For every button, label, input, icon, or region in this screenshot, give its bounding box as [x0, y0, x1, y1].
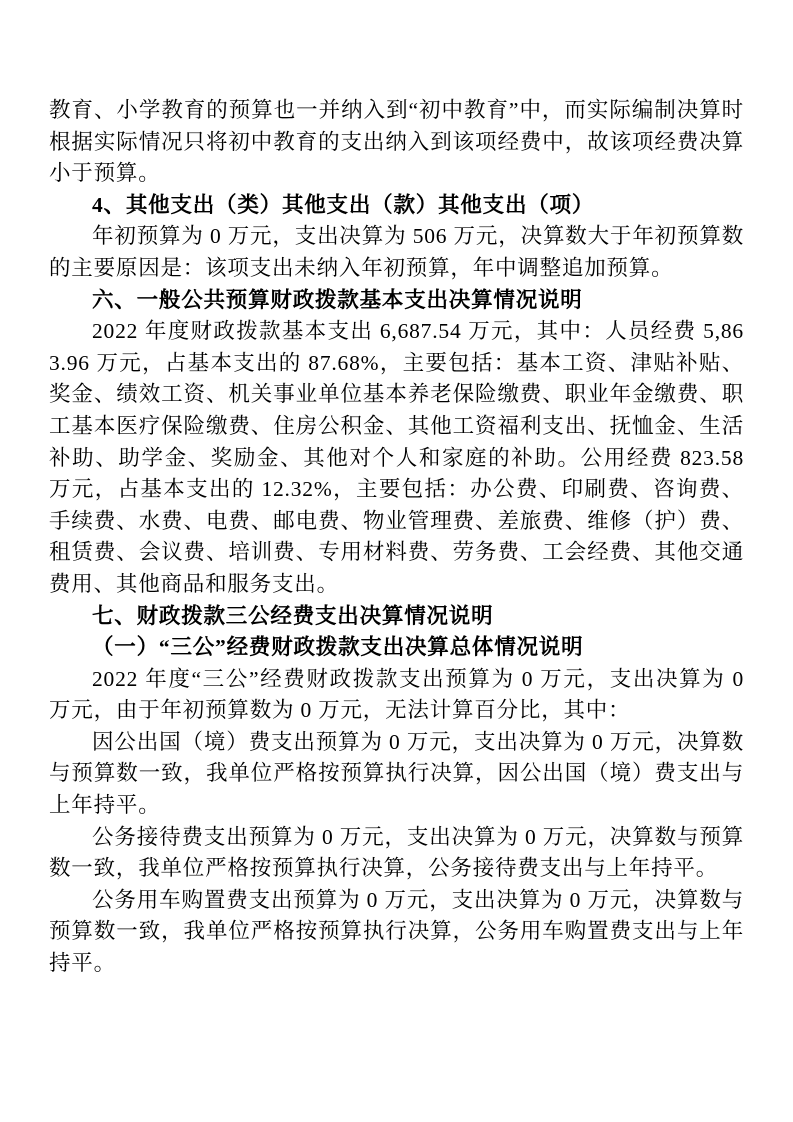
heading-other-expenditure: 4、其他支出（类）其他支出（款）其他支出（项） [92, 192, 595, 217]
paragraph-other-expenditure-detail: 年初预算为 0 万元，支出决算为 506 万元，决算数大于年初预算数的主要原因是：该项支出未纳入年初预算，年中调整追加预算。 [49, 224, 744, 280]
paragraph-official-reception: 公务接待费支出预算为 0 万元，支出决算为 0 万元，决算数与预算数一致，我单位严格按预算执行决算，公务接待费支出与上年持平。 [49, 824, 744, 881]
heading-section-6-basic-expenditure: 六、一般公共预算财政拨款基本支出决算情况说明 [92, 287, 583, 312]
heading-section-7-three-public-funds: 七、财政拨款三公经费支出决算情况说明 [92, 603, 494, 628]
paragraph-vehicle-purchase: 公务用车购置费支出预算为 0 万元，支出决算为 0 万元，决算数与预算数一致，我单位严格按预算执行决算，公务用车购置费支出与上年持平。 [49, 887, 744, 976]
paragraph-education-budget-note: 教育、小学教育的预算也一并纳入到“初中教育”中，而实际编制决算时根据实际情况只将初中教育的支出纳入到该项经费中，故该项经费决算小于预算。 [49, 98, 744, 186]
paragraph-three-public-total: 2022 年度“三公”经费财政拨款支出预算为 0 万元，支出决算为 0 万元，由于年初预算数为 0 万元，无法计算百分比，其中： [49, 666, 744, 723]
paragraph-overseas-trips: 因公出国（境）费支出预算为 0 万元，支出决算为 0 万元，决算数与预算数一致，我单位严格按预算执行决算，因公出国（境）费支出与上年持平。 [49, 729, 744, 818]
heading-three-public-overview: （一）“三公”经费财政拨款支出决算总体情况说明 [92, 635, 584, 660]
paragraph-basic-expenditure-detail: 2022 年度财政拨款基本支出 6,687.54 万元，其中：人员经费 5,863.96 万元，占基本支出的 87.68%，主要包括：基本工资、津贴补贴、奖金、绩效工资、机关事业单位基本养老保险缴费、职业年金缴费、职工基本医疗保险缴费、住房公积金、其他工资福利支出、抚恤金、生活补助、助学金、奖励金、其他对个人和家庭的补助。公用经费 823.58 万元，占基本支出的 12.32%，主要包括：办公费、印刷费、咨询费、手续费、水费、电费、邮电费、物业管理费、差旅费、维修（护）费、租赁费、会议费、培训费、专用材料费、劳务费、工会经费、其他交通费用、其他商品和服务支出。 [49, 319, 744, 596]
